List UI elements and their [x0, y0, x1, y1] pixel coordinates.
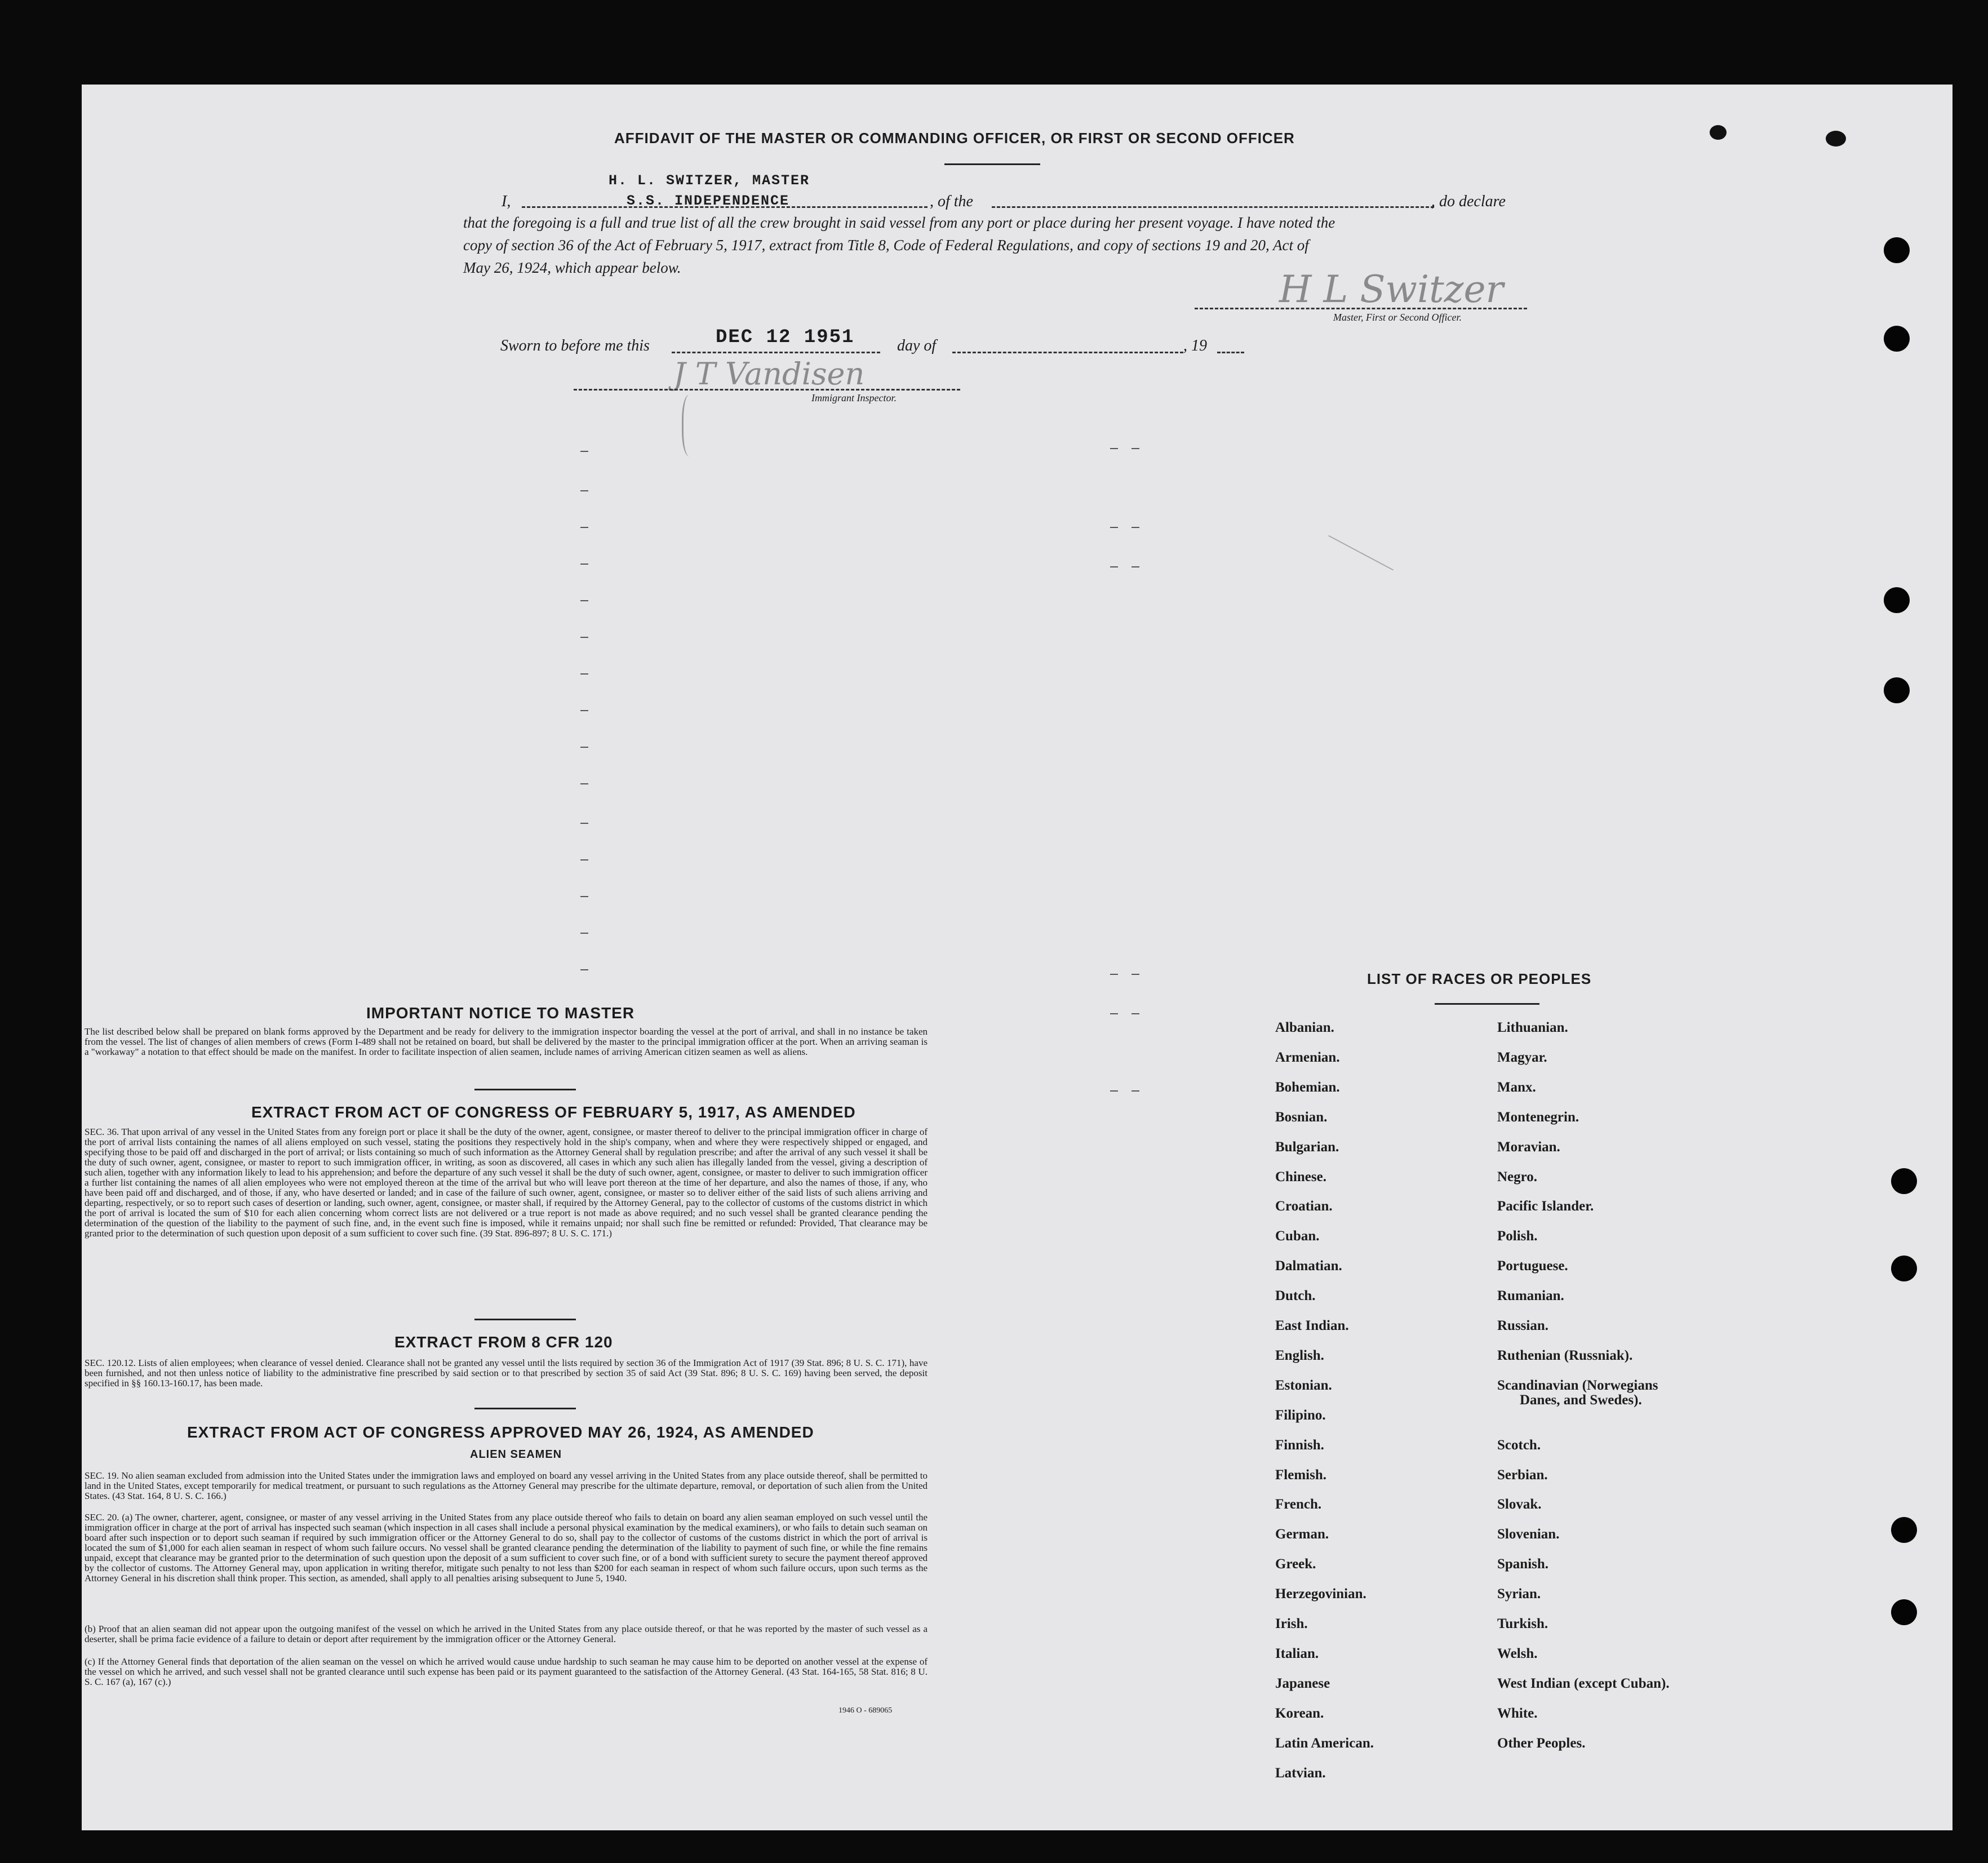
master-name: H. L. SWITZER, MASTER: [609, 172, 810, 189]
race-item: Moravian.: [1497, 1139, 1560, 1155]
punch-hole: [1891, 1517, 1917, 1543]
year-prefix: , 19: [1183, 337, 1207, 354]
race-item: French.: [1275, 1497, 1322, 1512]
race-item: Lithuanian.: [1497, 1020, 1568, 1035]
race-item: Spanish.: [1497, 1556, 1549, 1572]
notice-text: The list described below shall be prepared on blank forms approved by the Department and be ready for delivery to the immigration inspector boarding the vessel at the port of arrival, and shall in no instance be taken from the vessel. The list of changes of alien members of crews (Form I-489 shall not be retained on board, but shall be delivered by the master to the principal immigration officer at the port. When an arriving seaman is a "workaway" a notation to that effect should be made on the manifest. In order to facilitate inspection of alien seamen, include names of arriving American citizen seamen as well as aliens.: [85, 1026, 928, 1057]
race-item: Russian.: [1497, 1318, 1549, 1333]
extract-8cfr-title: EXTRACT FROM 8 CFR 120: [394, 1333, 613, 1351]
race-item: Dalmatian.: [1275, 1258, 1342, 1274]
master-signature-line: [1195, 308, 1527, 309]
affidavit-body-line3: May 26, 1924, which appear below.: [463, 259, 681, 276]
master-signature: H L Switzer: [1279, 268, 1504, 311]
race-item: Bosnian.: [1275, 1109, 1328, 1125]
signature-stroke: [682, 394, 700, 456]
notice-rule: [474, 1089, 576, 1090]
race-item: Manx.: [1497, 1079, 1536, 1095]
sworn-date-stamp: DEC 12 1951: [716, 327, 855, 348]
race-item: Italian.: [1275, 1645, 1319, 1661]
race-item: Korean.: [1275, 1705, 1324, 1721]
extract-1924-sec20b: (b) Proof that an alien seaman did not appear upon the outgoing manifest of the vessel on which he arrived in the United States from any place outside thereof, or that he was reported by the master of such vessel as a deserter, shall be prima facie evidence of a failure to detain or deport after requirement by the immigration officer or the Attorney General.: [85, 1624, 928, 1644]
race-item: Negro.: [1497, 1169, 1538, 1185]
race-item: Latin American.: [1275, 1735, 1374, 1751]
race-item: Greek.: [1275, 1556, 1316, 1572]
race-item: Filipino.: [1275, 1407, 1326, 1423]
inspector-signature: J T Vandisen: [673, 356, 865, 392]
of-the-line: [992, 206, 1434, 208]
margin-tick: [1110, 448, 1118, 449]
race-item: Japanese: [1275, 1675, 1330, 1691]
margin-tick: [580, 859, 588, 860]
margin-tick: [1110, 527, 1118, 528]
master-caption: Master, First or Second Officer.: [1333, 312, 1462, 323]
inspector-signature-line: [574, 389, 960, 391]
race-item: Serbian.: [1497, 1467, 1548, 1483]
extract-1917-text: SEC. 36. That upon arrival of any vessel in the United States from any foreign port or place it shall be the duty of the owner, agent, consignee, or master thereof to deliver to the principal immigration officer in charge of the port of arrival lists containing the names of all aliens employed on such vessel, stating the positions they respectively hold in the ship's company, when and where they were respectively shipped or engaged, and specifying those to be paid off and discharged in the port of arrival; or lists containing so much of such information as the Attorney General shall by regulation prescribe; and after the arrival of any such vessel it shall be the duty of such owner, agent, consignee, or master to report to such immigration officer, in writing, as soon as discovered, all cases in which any such alien has illegally landed from the vessel, giving a description of such alien, together with any information likely to lead to his apprehension; and before the departure of any such vessel it shall be the duty of such owner, agent, consignee, or master to deliver to such immigration officer a further list containing the names of all alien employees who were not employed thereon at the time of the arrival but who will leave port thereon at the time of her departure, and also the names of those, if any, who have been paid off and discharged, and of those, if any, who have deserted or landed; and in case of the failure of such owner, agent, consignee, or master so to deliver either of the said lists of such aliens arriving and departing, respectively, or so to report such cases of desertion or landing, such owner, agent, consignee, or master shall, if required by the Attorney General, pay to the collector of customs of the customs district in which the port of arrival is located the sum of $10 for each alien concerning whom correct lists are not delivered or a true report is not made as above required; and no such vessel shall be granted clearance pending the determination of the question of the liability to the payment of such fine, and, in the event such fine is imposed, while it remains unpaid; nor shall such fine be remitted or refunded: Provided, That clearance may be granted prior to the determination of such question upon deposit of a sum sufficient to cover such fine. (39 Stat. 896-897; 8 U. S. C. 171.): [85, 1126, 928, 1239]
vessel-name: S.S. INDEPENDENCE: [627, 193, 790, 209]
affidavit-body-line1: that the foregoing is a full and true list of all the crew brought in said vessel from any port or place during her present voyage. I have noted the: [463, 214, 1335, 231]
margin-tick: [580, 969, 588, 970]
punch-hole: [1884, 677, 1910, 703]
margin-tick: [1110, 566, 1118, 567]
margin-tick: [580, 490, 588, 491]
race-item: Pacific Islander.: [1497, 1199, 1594, 1214]
punch-hole: [1884, 326, 1910, 352]
race-item: Rumanian.: [1497, 1288, 1564, 1304]
margin-tick: [580, 783, 588, 784]
margin-tick: [1131, 566, 1139, 567]
extract-1917-title: EXTRACT FROM ACT OF CONGRESS OF FEBRUARY 5, 1917, AS AMENDED: [251, 1103, 856, 1121]
punch-hole: [1884, 237, 1910, 263]
day-of-label: day of: [897, 337, 937, 354]
race-item: Cuban.: [1275, 1228, 1320, 1244]
punch-hole: [1891, 1256, 1917, 1281]
i-label: I,: [502, 193, 511, 210]
margin-tick: [1131, 1090, 1139, 1092]
notice-title: IMPORTANT NOTICE TO MASTER: [366, 1004, 635, 1022]
margin-tick: [1131, 974, 1139, 975]
margin-tick: [580, 933, 588, 934]
race-item: Albanian.: [1275, 1020, 1334, 1035]
margin-tick: [580, 600, 588, 601]
sworn-date-line: [672, 352, 880, 353]
margin-tick: [580, 823, 588, 824]
do-declare-label: , do declare: [1431, 193, 1506, 210]
race-item: Herzegovinian.: [1275, 1586, 1366, 1602]
inspector-caption: Immigrant Inspector.: [811, 392, 897, 403]
race-item: Latvian.: [1275, 1765, 1326, 1781]
race-item: Irish.: [1275, 1616, 1308, 1631]
title-rule: [944, 163, 1040, 165]
margin-tick: [1110, 1090, 1118, 1092]
race-item: Magyar.: [1497, 1049, 1547, 1065]
punch-hole: [1891, 1168, 1917, 1194]
race-item: Portuguese.: [1497, 1258, 1568, 1274]
race-item: Other Peoples.: [1497, 1735, 1586, 1751]
race-item: White.: [1497, 1705, 1538, 1721]
printer-code: 1946 O - 689065: [838, 1706, 893, 1715]
race-item: Slovak.: [1497, 1497, 1542, 1512]
affidavit-body-line2: copy of section 36 of the Act of February 5, 1917, extract from Title 8, Code of Federal Regulations, and copy of sections 19 and 20, Act of: [463, 237, 1309, 254]
punch-hole: [1891, 1599, 1917, 1625]
margin-tick: [580, 637, 588, 638]
race-item: Bulgarian.: [1275, 1139, 1339, 1155]
race-item: English.: [1275, 1347, 1324, 1363]
extract-1924-sec20a: SEC. 20. (a) The owner, charterer, agent, consignee, or master of any vessel arriving in the United States from any place outside thereof who fails to detain on board any alien seaman employed on such vessel until the immigration officer in charge at the port of arrival has inspected such seaman (which inspection in all cases shall include a personal physical examination by the medical examiners), or who fails to detain such seaman on board after such inspection or to deport such seaman if required by such immigration officer or the Attorney General to do so, shall pay to the collector of customs of the customs district in which the port of arrival is located the sum of $1,000 for each alien seaman in respect of whom such failure occurs. No vessel shall be granted clearance pending the determination of the liability to payment of such fine, or while the fine remains unpaid, except that clearance may be granted prior to the determination of such question upon the deposit of a sum sufficient to cover such fine, or of a bond with sufficient surety to secure the payment thereof approved by the collector of customs. The Attorney General may, upon application in writing therefor, mitigate such penalty to not less than $200 for each seaman in respect of whom such failure occurs, upon such terms as the Attorney General in his discretion shall think proper. This section, as amended, shall apply to all penalties arising subsequent to June 5, 1940.: [85, 1512, 928, 1583]
margin-tick: [1110, 974, 1118, 975]
race-item: Ruthenian (Russniak).: [1497, 1347, 1633, 1363]
race-item: Finnish.: [1275, 1437, 1324, 1453]
race-item: Croatian.: [1275, 1199, 1333, 1214]
day-of-line: [952, 352, 1183, 353]
race-item: Turkish.: [1497, 1616, 1548, 1631]
margin-tick: [1131, 527, 1139, 528]
races-title: LIST OF RACES OR PEOPLES: [1367, 970, 1592, 987]
race-item: Chinese.: [1275, 1169, 1326, 1185]
race-item: Welsh.: [1497, 1645, 1538, 1661]
race-item: Flemish.: [1275, 1467, 1326, 1483]
race-item: Bohemian.: [1275, 1079, 1340, 1095]
margin-tick: [580, 710, 588, 711]
race-item: German.: [1275, 1527, 1329, 1542]
margin-tick: [580, 896, 588, 897]
race-item: Montenegrin.: [1497, 1109, 1579, 1125]
race-item: Polish.: [1497, 1228, 1538, 1244]
extract-1924-sec20c: (c) If the Attorney General finds that deportation of the alien seaman on the vessel on which he arrived would cause undue hardship to such seaman he may cause him to be deported on another vessel at the expense of the vessel on which he arrived, and such vessel shall not be granted clearance until such expense has been paid or its payment guaranteed to the satisfaction of the Attorney General. (43 Stat. 164-165, 58 Stat. 816; 8 U. S. C. 167 (a), 167 (c).): [85, 1656, 928, 1687]
race-item: Syrian.: [1497, 1586, 1541, 1602]
extract-1924-subtitle: ALIEN SEAMEN: [470, 1448, 562, 1461]
margin-tick: [580, 527, 588, 528]
race-item: Danes, and Swedes).: [1520, 1392, 1642, 1408]
ink-blot: [1826, 131, 1846, 147]
race-item: Scandinavian (Norwegians: [1497, 1377, 1658, 1393]
sworn-label: Sworn to before me this: [500, 337, 650, 354]
race-item: Dutch.: [1275, 1288, 1316, 1304]
margin-tick: [1131, 1013, 1139, 1014]
extract-8cfr-text: SEC. 120.12. Lists of alien employees; when clearance of vessel denied. Clearance shall not be granted any vessel until the lists required by section 36 of the Immigration Act of 1917 (39 Stat. 896; 8 U. S. C. 171), have been furnished, and not then unless notice of liability to the administrative fine prescribed by said section or to that prescribed by section 35 of said Act (39 Stat. 896; 8 U. S. C. 169) having been served, the deposit specified in §§ 160.13-160.17, has been made.: [85, 1358, 928, 1389]
race-item: Estonian.: [1275, 1377, 1332, 1393]
extract-1924-title: EXTRACT FROM ACT OF CONGRESS APPROVED MAY 26, 1924, AS AMENDED: [187, 1423, 814, 1441]
race-item: Armenian.: [1275, 1049, 1340, 1065]
affidavit-title: AFFIDAVIT OF THE MASTER OR COMMANDING OFFICER, OR FIRST OR SECOND OFFICER: [614, 130, 1295, 147]
margin-tick: [580, 747, 588, 748]
race-item: Slovenian.: [1497, 1527, 1560, 1542]
punch-hole: [1884, 587, 1910, 613]
extract-1924-sec19: SEC. 19. No alien seaman excluded from admission into the United States under the immigration laws and employed on board any vessel arriving in the United States from any place outside thereof, shall be permitted to land in the United States, except temporarily for medical treatment, or pursuant to such regulations as the Attorney General may prescribe for the ultimate departure, removal, or deportation of such alien from the United States. (43 Stat. 164, 8 U. S. C. 166.): [85, 1470, 928, 1501]
race-item: Scotch.: [1497, 1437, 1541, 1453]
ink-blot: [1710, 125, 1727, 140]
margin-tick: [1110, 1013, 1118, 1014]
margin-tick: [580, 451, 588, 452]
of-the-label: , of the: [930, 193, 973, 210]
extract-8cfr-rule: [474, 1408, 576, 1409]
race-item: East Indian.: [1275, 1318, 1349, 1333]
races-rule: [1435, 1003, 1539, 1005]
extract-1917-rule: [474, 1319, 576, 1320]
margin-tick: [580, 673, 588, 675]
year-line: [1217, 352, 1244, 353]
race-item: West Indian (except Cuban).: [1497, 1675, 1670, 1691]
margin-tick: [580, 564, 588, 565]
margin-tick: [1131, 448, 1139, 449]
